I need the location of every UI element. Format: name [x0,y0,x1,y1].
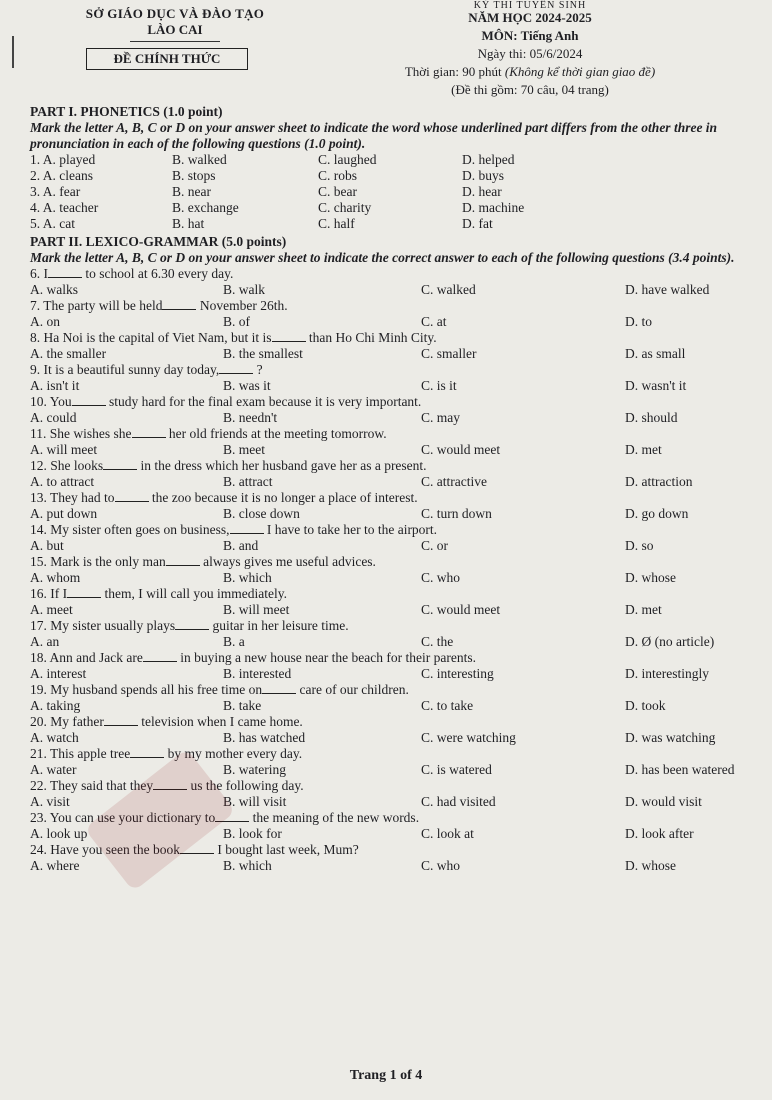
answer-option-d: D. to [625,314,652,329]
answer-option-d: D. met [625,602,662,617]
answer-blank [48,266,82,278]
question-stem [30,714,750,730]
answer-option-b: B. a [223,634,245,649]
answer-option-c: C. had visited [421,794,496,809]
answer-option-d: D. wasn't it [625,378,687,393]
answer-options [30,442,750,458]
exam-time [370,64,690,80]
answer-options [30,698,750,714]
answer-blank [143,650,177,662]
answer-option-d: D. attraction [625,474,693,489]
answer-option-b: B. has watched [223,730,306,745]
answer-option-d: D. whose [625,858,676,873]
answer-option-c: C. may [421,410,460,425]
question-text-end: than Ho Chi Minh City. [308,330,437,345]
question-stem [30,330,750,346]
answer-option-a: A. on [30,314,60,329]
answer-options [30,762,750,778]
answer-option-a: A. watch [30,730,79,745]
phonetics-option-b: B. stops [172,168,216,183]
question-text-start: 24. Have you seen the book [30,842,180,857]
header-left [60,6,290,42]
phonetics-option-c: C. robs [318,168,358,183]
answer-option-b: B. meet [223,442,265,457]
question-stem [30,586,750,602]
question-text-end: in buying a new house near the beach for their parents. [180,650,476,665]
answer-option-b: B. which [223,570,272,585]
answer-option-d: D. should [625,410,678,425]
phonetics-option-a: A. fear [42,184,81,199]
phonetics-number: 3. [30,184,41,199]
answer-option-b: B. the smallest [223,346,303,361]
phonetics-number: 4. [30,200,41,215]
answer-blank [166,554,200,566]
answer-option-a: A. will meet [30,442,98,457]
answer-option-b: B. was it [223,378,271,393]
answer-option-c: C. smaller [421,346,477,361]
question-stem [30,394,750,410]
part2-title: PART II. LEXICO-GRAMMAR (5.0 points) [30,234,287,249]
phonetics-option-b: B. walked [172,152,227,167]
answer-option-c: C. walked [421,282,476,297]
question-text-start: 6. I [30,266,48,281]
edge-mark [12,36,14,68]
question-text-end: television when I came home. [141,714,303,729]
phonetics-option-c: C. laughed [318,152,377,167]
question-text-start: 9. It is a beautiful sunny day today, [30,362,220,377]
question-text-end: in the dress which her husband gave her as a present. [140,458,427,473]
question-count: (Đề thi gồm: 70 câu, 04 trang) [451,82,609,97]
answer-option-b: B. take [223,698,262,713]
part1-instructions: Mark the letter A, B, C or D on your answer sheet to indicate the word whose underlined part differs from the other three in pronunciation in each of the following questions (1.0 point). [30,120,718,151]
phonetics-option-a: A. played [42,152,96,167]
question-stem [30,618,750,634]
answer-option-c: C. attractive [421,474,487,489]
answer-option-b: B. of [223,314,250,329]
part2-instructions: Mark the letter A, B, C or D on your answer sheet to indicate the correct answer to each of the following questions (3.4 points). [30,250,735,265]
answer-blank [72,394,106,406]
question-text-start: 7. The party will be held [30,298,163,313]
phonetics-cell [30,216,172,232]
answer-option-b: B. needn't [223,410,278,425]
phonetics-row [30,168,750,184]
phonetics-option-a: A. teacher [42,200,99,215]
answer-option-d: D. has been watered [625,762,735,777]
question-text-end: ? [256,362,263,377]
question-text-end: by my mother every day. [167,746,303,761]
answer-option-b: B. attract [223,474,273,489]
answer-option-c: C. look at [421,826,474,841]
answer-option-b: B. look for [223,826,282,841]
question-text-start: 12. She looks [30,458,104,473]
answer-option-d: D. took [625,698,666,713]
question-text-start: 21. This apple tree [30,746,131,761]
time-prefix: Thời gian: 90 phút [404,64,505,79]
question-stem [30,458,750,474]
question-stem [30,522,750,538]
phonetics-cell [30,200,172,216]
question-text-start: 13. They had to [30,490,115,505]
answer-option-a: A. where [30,858,80,873]
phonetics-row [30,184,750,200]
answer-option-a: A. walks [30,282,78,297]
department-name: SỞ GIÁO DỤC VÀ ĐÀO TẠO [85,6,265,21]
question-text-end: to school at 6.30 every day. [85,266,234,281]
answer-option-c: C. interesting [421,666,494,681]
answer-option-b: B. and [223,538,259,553]
answer-option-a: A. isn't it [30,378,80,393]
answer-option-d: D. as small [625,346,686,361]
question-text-start: 19. My husband spends all his free time on [30,682,263,697]
question-text-end: the zoo because it is no longer a place of interest. [151,490,418,505]
official-label: ĐỀ CHÍNH THỨC [86,48,248,70]
page-footer: Trang 1 of 4 [349,1068,423,1083]
question-text-end: them, I will call you immediately. [104,586,287,601]
answer-option-d: D. so [625,538,654,553]
phonetics-number: 1. [30,152,41,167]
phonetics-cell [30,168,172,184]
answer-option-b: B. close down [223,506,300,521]
answer-options [30,378,750,394]
question-stem [30,490,750,506]
answer-option-b: B. watering [223,762,286,777]
phonetics-option-d: D. helped [462,152,515,167]
answer-blank [115,490,149,502]
answer-option-a: A. taking [30,698,81,713]
question-stem [30,650,750,666]
answer-blank [230,522,264,534]
question-text-end: I have to take her to the airport. [266,522,438,537]
exam-title-cut: KỲ THI TUYỂN SINH [473,0,587,8]
answer-option-c: C. is it [421,378,457,393]
question-text-start: 8. Ha Noi is the capital of Viet Nam, but it is [30,330,272,345]
answer-option-d: D. whose [625,570,676,585]
answer-option-a: A. but [30,538,64,553]
answer-option-b: B. interested [223,666,292,681]
question-text-start: 14. My sister often goes on business, [30,522,230,537]
phonetics-option-d: D. buys [462,168,505,183]
question-stem [30,426,750,442]
phonetics-row [30,200,750,216]
province-name: LÀO CAI [147,22,203,37]
answer-options [30,346,750,362]
answer-option-d: D. would visit [625,794,702,809]
question-text-end: guitar in her leisure time. [212,618,349,633]
question-stem [30,266,750,282]
exam-date: Ngày thi: 05/6/2024 [477,46,583,61]
question-stem [30,298,750,314]
answer-option-c: C. who [421,570,461,585]
question-text-end: the meaning of the new words. [252,810,420,825]
answer-option-a: A. visit [30,794,70,809]
question-stem [30,362,750,378]
answer-option-a: A. meet [30,602,73,617]
answer-option-a: A. interest [30,666,87,681]
answer-option-a: A. to attract [30,474,95,489]
answer-option-c: C. the [421,634,454,649]
question-text-start: 10. You [30,394,72,409]
question-text-end: study hard for the final exam because it is very important. [109,394,422,409]
answer-option-b: B. walk [223,282,265,297]
answer-option-d: D. look after [625,826,694,841]
header-right [370,0,690,98]
phonetics-list [30,152,750,232]
phonetics-option-c: C. half [318,216,355,231]
question-text-start: 22. They said that they [30,778,154,793]
answer-blank [219,362,253,374]
answer-option-b: B. will visit [223,794,287,809]
answer-option-b: B. will meet [223,602,290,617]
answer-option-d: D. have walked [625,282,710,297]
answer-options [30,730,750,746]
phonetics-number: 5. [30,216,41,231]
answer-options [30,314,750,330]
question-list [30,266,750,874]
answer-options [30,538,750,554]
answer-option-c: C. is watered [421,762,492,777]
question-text-end: care of our children. [299,682,409,697]
answer-blank [67,586,101,598]
answer-option-c: C. turn down [421,506,492,521]
answer-option-d: D. interestingly [625,666,709,681]
answer-options [30,602,750,618]
exam-content [30,104,750,874]
answer-option-a: A. the smaller [30,346,107,361]
answer-options [30,474,750,490]
question-text-start: 11. She wishes she [30,426,132,441]
answer-blank [175,618,209,630]
answer-options [30,410,750,426]
phonetics-cell [30,184,172,200]
answer-blank [262,682,296,694]
question-text-start: 18. Ann and Jack are [30,650,143,665]
time-note: (Không kể thời gian giao đề) [504,64,656,79]
question-text-end: I bought last week, Mum? [217,842,359,857]
answer-option-d: D. met [625,442,662,457]
answer-options [30,634,750,650]
question-text-start: 23. You can use your dictionary to [30,810,216,825]
phonetics-option-b: B. near [172,184,211,199]
part1-title: PART I. PHONETICS (1.0 point) [30,104,223,119]
phonetics-option-a: A. cat [42,216,75,231]
phonetics-number: 2. [30,168,41,183]
answer-option-c: C. at [421,314,447,329]
answer-option-a: A. an [30,634,60,649]
subject: MÔN: Tiếng Anh [481,28,579,43]
question-stem [30,554,750,570]
answer-blank [130,746,164,758]
answer-option-c: C. to take [421,698,474,713]
answer-options [30,570,750,586]
answer-option-c: C. would meet [421,602,501,617]
answer-option-a: A. look up [30,826,88,841]
question-text-end: her old friends at the meeting tomorrow. [168,426,387,441]
answer-options [30,666,750,682]
answer-option-c: C. who [421,858,461,873]
answer-option-c: C. were watching [421,730,516,745]
phonetics-row [30,152,750,168]
answer-option-a: A. whom [30,570,81,585]
phonetics-option-b: B. hat [172,216,205,231]
answer-option-d: D. Ø (no article) [625,634,715,649]
answer-option-d: D. was watching [625,730,716,745]
answer-option-d: D. go down [625,506,689,521]
answer-blank [103,458,137,470]
phonetics-cell [30,152,172,168]
phonetics-option-d: D. machine [462,200,525,215]
question-stem [30,682,750,698]
answer-options [30,506,750,522]
phonetics-option-d: D. hear [462,184,502,199]
answer-blank [272,330,306,342]
question-text-start: 20. My father [30,714,104,729]
answer-option-c: C. or [421,538,448,553]
phonetics-option-d: D. fat [462,216,493,231]
question-text-end: November 26th. [199,298,288,313]
answer-blank [104,714,138,726]
phonetics-row [30,216,750,232]
answer-blank [162,298,196,310]
answer-options [30,282,750,298]
phonetics-option-c: C. charity [318,200,372,215]
question-text-start: 15. Mark is the only man [30,554,166,569]
answer-option-c: C. would meet [421,442,501,457]
question-text-end: always gives me useful advices. [203,554,376,569]
question-text-start: 16. If I [30,586,68,601]
question-stem [30,746,750,762]
answer-blank [132,426,166,438]
question-text-start: 17. My sister usually plays [30,618,176,633]
question-text-end: us the following day. [190,778,304,793]
phonetics-option-b: B. exchange [172,200,239,215]
header-rule [130,41,220,42]
answer-option-a: A. water [30,762,77,777]
phonetics-option-c: C. bear [318,184,357,199]
answer-option-a: A. could [30,410,77,425]
phonetics-option-a: A. cleans [42,168,93,183]
answer-option-a: A. put down [30,506,98,521]
school-year: NĂM HỌC 2024-2025 [468,10,592,25]
answer-option-b: B. which [223,858,272,873]
